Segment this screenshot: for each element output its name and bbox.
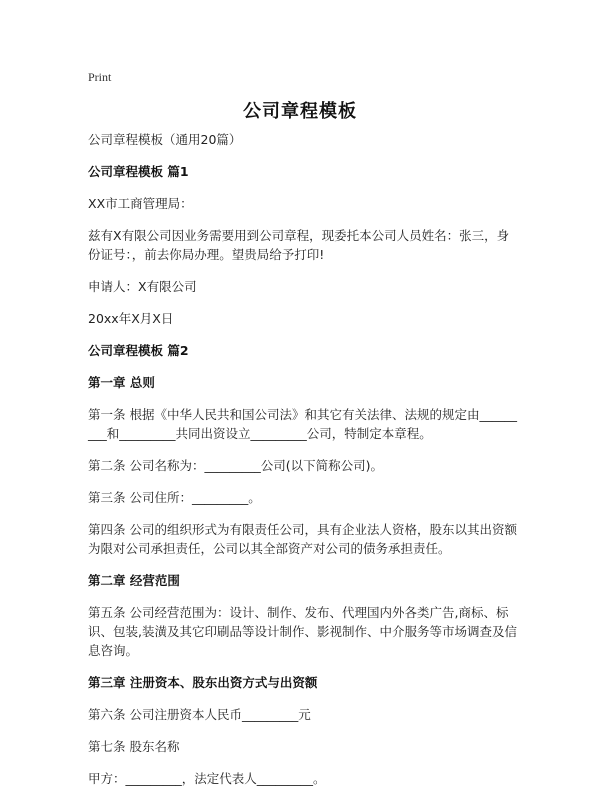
article-2: 第二条 公司名称为：_________公司(以下简称公司)。: [88, 458, 383, 473]
article-5: 第五条 公司经营范围为：设计、制作、发布、代理国内外各类广告,商标、标识、包装,装潢及其它印刷品等设计制作、影视制作、中介服务等市场调查及信息咨询。: [88, 605, 517, 658]
chapter-2-heading: 第二章 经营范围: [88, 573, 180, 588]
article-4: 第四条 公司的组织形式为有限责任公司，具有企业法人资格，股东以其出资额为限对公司承担责任，公司以其全部资产对公司的债务承担责任。: [88, 522, 517, 556]
document-body: [88, 130, 518, 801]
date-line: 20xx年X月X日: [88, 311, 174, 326]
party-a-line: 甲方：_________，法定代表人_________。: [88, 771, 326, 786]
section-heading-1: 公司章程模板 篇1: [88, 164, 189, 179]
article-7: 第七条 股东名称: [88, 739, 180, 754]
section-heading-2: 公司章程模板 篇2: [88, 343, 189, 358]
document-subtitle: 公司章程模板（通用20篇）: [88, 132, 242, 147]
print-label: Print: [88, 70, 112, 84]
article-1: 第一条 根据《中华人民共和国公司法》和其它有关法律、法规的规定由_________和_________共同出资设立_________公司，特制定本章程。: [88, 407, 517, 441]
chapter-3-heading: 第三章 注册资本、股东出资方式与出资额: [88, 675, 318, 690]
article-6: 第六条 公司注册资本人民币_________元: [88, 707, 311, 722]
article-3: 第三条 公司住所：_________。: [88, 490, 261, 505]
document-title: 公司章程模板: [243, 101, 357, 122]
request-paragraph: 兹有X有限公司因业务需要用到公司章程，现委托本公司人员姓名：张三，身份证号：，前去你局办理。望贵局给予打印!: [88, 228, 510, 262]
applicant-line: 申请人：X有限公司: [88, 279, 197, 294]
addressee: XX市工商管理局：: [88, 196, 193, 211]
chapter-1-heading: 第一章 总则: [88, 375, 155, 390]
